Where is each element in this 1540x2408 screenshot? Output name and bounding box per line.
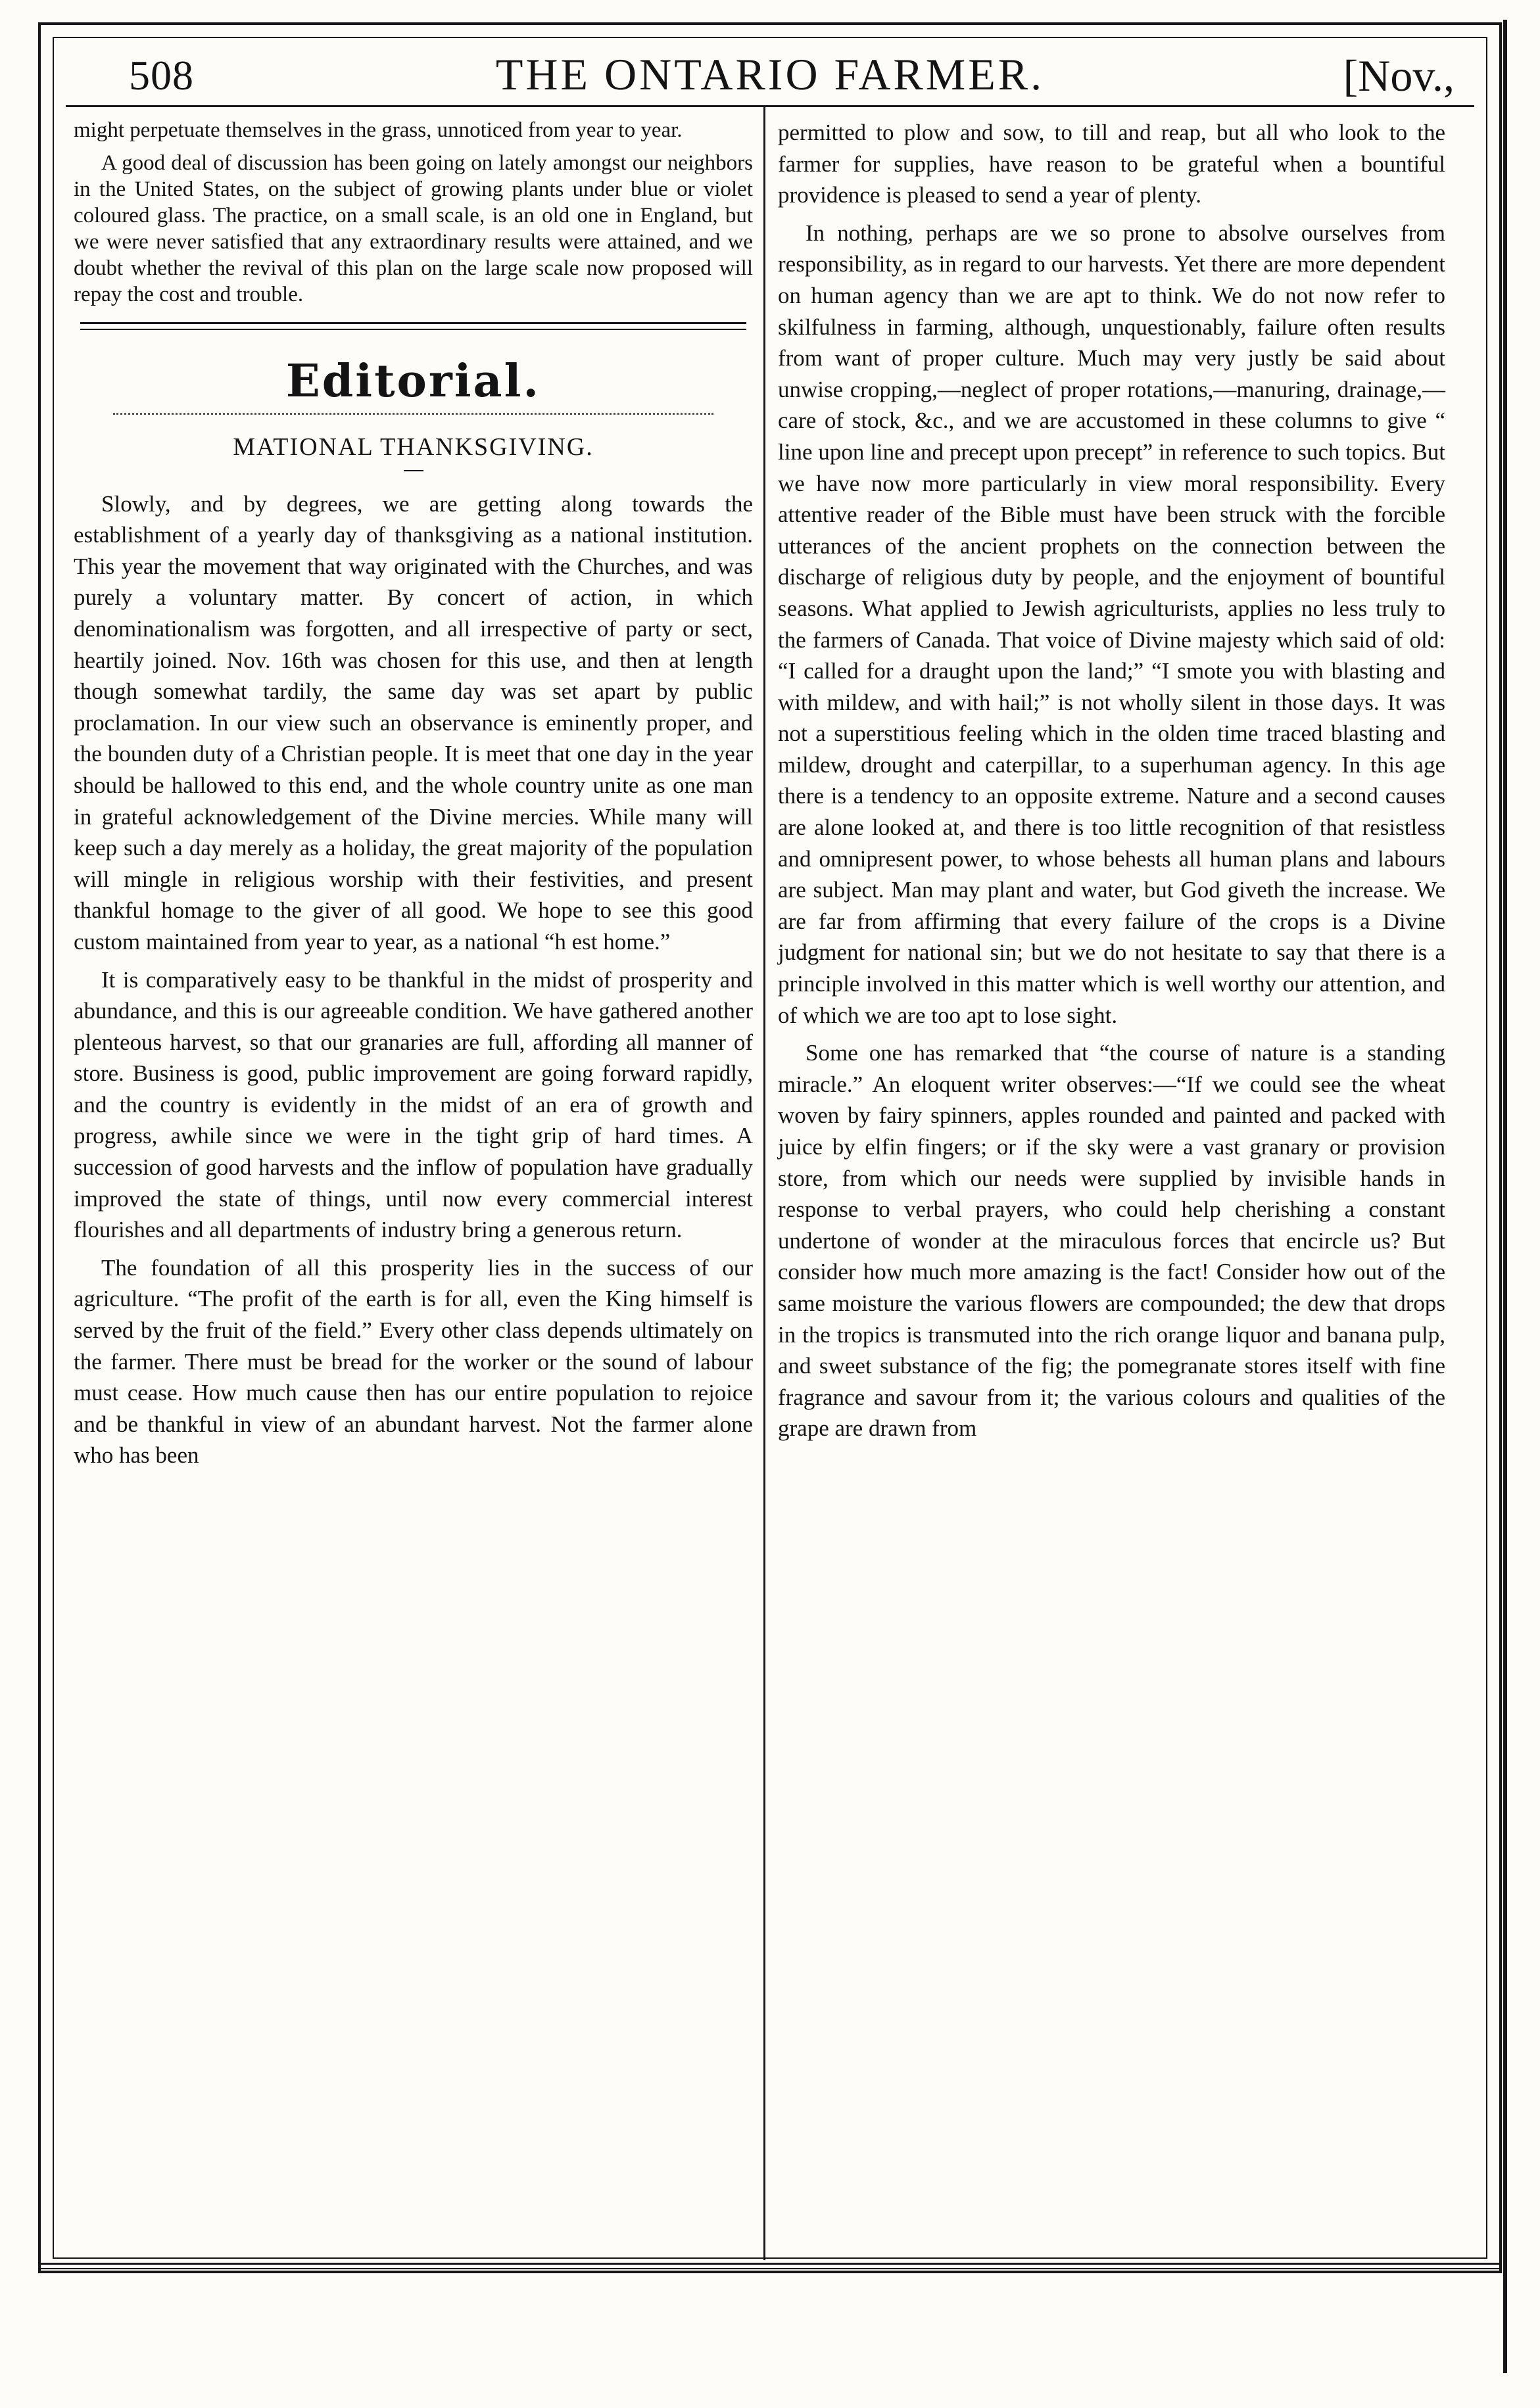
right-column	[778, 117, 1445, 1444]
section-heading: Editorial.	[285, 355, 541, 408]
page-number: 508	[129, 52, 194, 99]
article-title: MATIONAL THANKSGIVING.	[233, 433, 594, 461]
article-paragraph: It is comparatively easy to be thankful in the midst of prosperity and abundance, and this is our agreeable condition. We have gathered another plenteous harvest, so that our granaries are full, affording all manner of store. Business is good, public improvement are going forward rapidly, and the country is evidently in the midst of an era of growth and progress, awhile since we were in the tight grip of hard times. A succession of good harvests and the inflow of population have gradually improved the state of things, until now every commercial interest flourishes and all departments of industry bring a generous return.	[74, 966, 753, 1243]
bottom-double-rule-inner	[38, 2268, 1502, 2269]
article-paragraph: Slowly, and by degrees, we are getting along towards the establishment of a yearly day of thanksgiving as a national institution. This year the movement that way originated with the Churches, and was purely a voluntary matter. By concert of action, in which denominationalism was forgotten, and all irrespective of party or sect, heartily joined. Nov. 16th was chosen for this use, and then at length though somewhat tardily, the same day was set apart by public proclamation. In our view such an observance is eminently proper, and the bounden duty of a Christian people. It is meet that one day in the year should be hallowed to this end, and the whole country unite as one man in grateful acknowledgement of the Divine mercies. While many will keep such a day merely as a holiday, the great majority of the population will mingle in religious worship with their festivities, and present thankful homage to the giver of all good. We hope to see this good custom maintained from year to year, as a national “h est home.”	[74, 490, 753, 955]
header-rule	[66, 105, 1474, 107]
issue-month: [Nov.,	[1343, 51, 1455, 101]
section-divider	[74, 322, 753, 330]
title-dash	[404, 470, 423, 471]
bottom-double-rule	[38, 2263, 1502, 2265]
journal-title: THE ONTARIO FARMER.	[495, 49, 1045, 99]
page-edge-shadow	[1503, 20, 1507, 2373]
article-paragraph: In nothing, perhaps are we so prone to absolve ourselves from responsibility, as in regard to our harvests. Yet there are more dependent on human agency than we are apt to think. We do not now refer to skilfulness in farming, although, unquestionably, failure often results from want of proper culture. Much may very justly be said about unwise cropping,—neglect of proper rotations,—manuring, drainage,—care of stock, &c., and we are accustomed in these columns to give “ line upon line and precept upon precept” in reference to such topics. But we have now more particularly in view moral responsibility. Every attentive reader of the Bible must have been struck with the forcible utterances of the ancient prophets on the connection between the discharge of religious duty by people, and the enjoyment of bountiful seasons. What applied to Jewish agriculturists, applies no less truly to the farmers of Canada. That voice of Divine majesty which said of old: “I called for a draught upon the land;” “I smote you with blasting and with mildew, and with hail;” is not wholly silent in those days. It was not a superstitious feeling which in the olden time traced blasting and mildew, drought and caterpillar, to a superhuman agency. In this age there is a tendency to an opposite extreme. Nature and a second causes are alone looked at, and there is too little recognition of that resistless and omnipresent power, to whose behests all human plans and labours are subject. Man may plant and water, but God giveth the increase. We are far from affirming that every failure of the crops is a Divine judgment for national sin; but we do not hesitate to say that there is a principle involved in this matter which is well worthy our attention, and of which we are too apt to lose sight.	[778, 220, 1445, 1028]
intro-paragraph: A good deal of discussion has been going on lately amongst our neighbors in the United States, on the subject of growing plants under blue or violet coloured glass. The practice, on a small scale, is an old one in England, but we were never satisfied that any extraordinary results were attained, and we doubt whether the revival of this plan on the large scale now proposed will repay the cost and trouble.	[74, 151, 753, 306]
intro-paragraph: might perpetuate themselves in the grass, unnoticed from year to year.	[74, 118, 683, 142]
column-divider	[763, 106, 765, 2260]
article-paragraph: permitted to plow and sow, to till and reap, but all who look to the farmer for supplies, have reason to be grateful when a bountiful providence is pleased to send a year of plenty.	[778, 120, 1445, 208]
page-header	[66, 46, 1474, 105]
dotted-divider	[113, 413, 713, 415]
left-column	[74, 117, 753, 1471]
article-paragraph: Some one has remarked that “the course of nature is a standing miracle.” An eloquent writer observes:—“If we could see the wheat woven by fairy spinners, apples rounded and painted and packed with juice by elfin fingers; or if the sky were a vast granary or provision store, from which our needs were supplied by invisible hands in response to verbal prayers, who could help cherishing a constant undertone of wonder at the miraculous forces that encircle us? But consider how much more amazing is the fact! Consider how out of the same moisture the various flowers are compounded; the dew that drops in the tropics is transmuted into the rich orange liquor and banana pulp, and sweet substance of the fig; the pomegranate stores itself with fine fragrance and savour from it; the various colours and qualities of the grape are drawn from	[778, 1040, 1445, 1442]
article-paragraph: The foundation of all this prosperity lies in the success of our agriculture. “The profit of the earth is for all, even the King himself is served by the fruit of the field.” Every other class depends ultimately on the farmer. There must be bread for the worker or the sound of labour must cease. How much cause then has our entire population to rejoice and be thankful in view of an abundant harvest. Not the farmer alone who has been	[74, 1254, 753, 1469]
